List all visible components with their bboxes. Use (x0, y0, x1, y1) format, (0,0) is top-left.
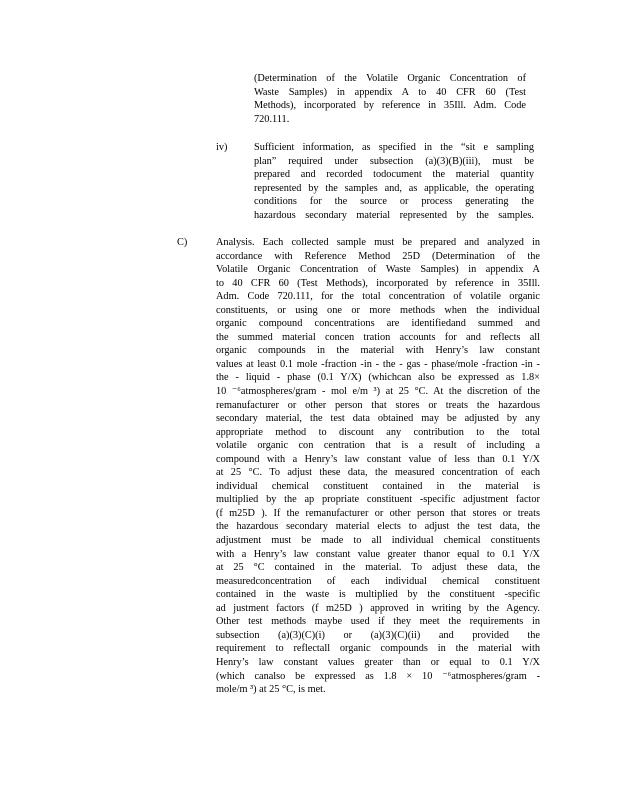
text-line: ad justment factors (f m25D ) approved in writing by the Agency. (216, 602, 540, 614)
text-line: (which canalso be expressed as 1.8 × 10 ⁻⁶atmospheres/gram - (216, 670, 540, 682)
text-line: constituents, or using one or more methods when the individual (216, 304, 540, 316)
text-line: values at least 0.1 mole -fraction -in - the - gas - phase/mole -fraction -in - (216, 358, 540, 370)
text-line: (f m25D ). If the remanufacturer or other person that stores or treats (216, 507, 540, 519)
text-line: remanufacturer or other person that stores or treats the hazardous (216, 399, 540, 411)
text-line: represented by the samples and, as applicable, the operating (254, 182, 534, 194)
text-line: Methods), incorporated by reference in 35Ill. Adm. Code (254, 100, 526, 112)
text-line: conditions for the source or process generating the (254, 196, 534, 208)
text-line: Other test methods maybe used if they meet the requirements in (216, 616, 540, 628)
text-line: Volatile Organic Concentration of Waste Samples) in appendix A (216, 264, 540, 276)
text-line: subsection (a)(3)(C)(i) or (a)(3)(C)(ii) and provided the (216, 629, 540, 641)
text-line: the - liquid - phase (0.1 Y/X) (whichcan also be expressed as 1.8× (216, 372, 540, 384)
continuation-paragraph (254, 72, 526, 126)
item-c-marker: C) (177, 237, 188, 248)
text-line: Waste Samples) in appendix A to 40 CFR 60 (Test (254, 86, 526, 98)
text-line: individual chemical constituent contained in the material is (216, 480, 540, 492)
text-line: 10 ⁻⁶atmospheres/gram - mol e/m ³) at 25 °C. At the discretion of the (216, 386, 540, 398)
text-line: appropriate method to discount any contribution to the total (216, 426, 540, 438)
text-line: to 40 CFR 60 (Test Methods), incorporated by reference in 35Ill. (216, 277, 540, 289)
text-line: organic compound concentrations are identifiedand summed and (216, 318, 540, 330)
item-iv-marker: iv) (216, 142, 228, 153)
text-line: Henry’s law constant values greater than or equal to 0.1 Y/X (216, 656, 540, 668)
text-line: adjustment must be made to all individual chemical constituents (216, 535, 540, 547)
text-line: Adm. Code 720.111, for the total concentration of volatile organic (216, 291, 540, 303)
text-line: contained in the waste is multiplied by the constituent -specific (216, 589, 540, 601)
text-line: Analysis. Each collected sample must be prepared and analyzed in (216, 237, 540, 248)
text-line: plan” required under subsection (a)(3)(B)(iii), must be (254, 155, 534, 167)
text-line: the hazardous secondary material elects to adjust the test data, the (216, 521, 540, 533)
text-line: prepared and recorded todocument the material quantity (254, 169, 534, 181)
text-line: secondary material, the test data obtained may be adjusted by any (216, 413, 540, 425)
item-c-paragraph (216, 236, 540, 697)
text-line: measuredconcentration of each individual chemical constituent (216, 575, 540, 587)
text-line: volatile organic con centration that is a result of including a (216, 440, 540, 452)
text-line: multiplied by the ap propriate constituent -specific adjustment factor (216, 494, 540, 506)
text-line: the summed material concen tration accounts for and reflects all (216, 331, 540, 343)
text-line: accordance with Reference Method 25D (Determination of the (216, 250, 540, 262)
text-line: organic compounds in the material with Henry’s law constant (216, 345, 540, 357)
text-line: with a Henry’s law constant value greater thanor equal to 0.1 Y/X (216, 548, 540, 560)
text-line: 720.111. (254, 113, 290, 125)
text-line: hazardous secondary material represented by the samples. (254, 209, 534, 221)
text-line: compound with a Henry’s law constant value of less than 0.1 Y/X (216, 453, 540, 465)
text-line: mole/m ³) at 25 °C, is met. (216, 684, 326, 696)
text-line: at 25 °C. To adjust these data, the measured concentration of each (216, 467, 540, 479)
item-iv-paragraph (254, 141, 534, 222)
text-line: Sufficient information, as specified in the “sit e sampling (254, 142, 534, 153)
text-line: at 25 °C contained in the material. To adjust these data, the (216, 562, 540, 574)
text-line: (Determination of the Volatile Organic Concentration of (254, 73, 526, 84)
text-line: requirement to reflectall organic compounds in the material with (216, 643, 540, 655)
